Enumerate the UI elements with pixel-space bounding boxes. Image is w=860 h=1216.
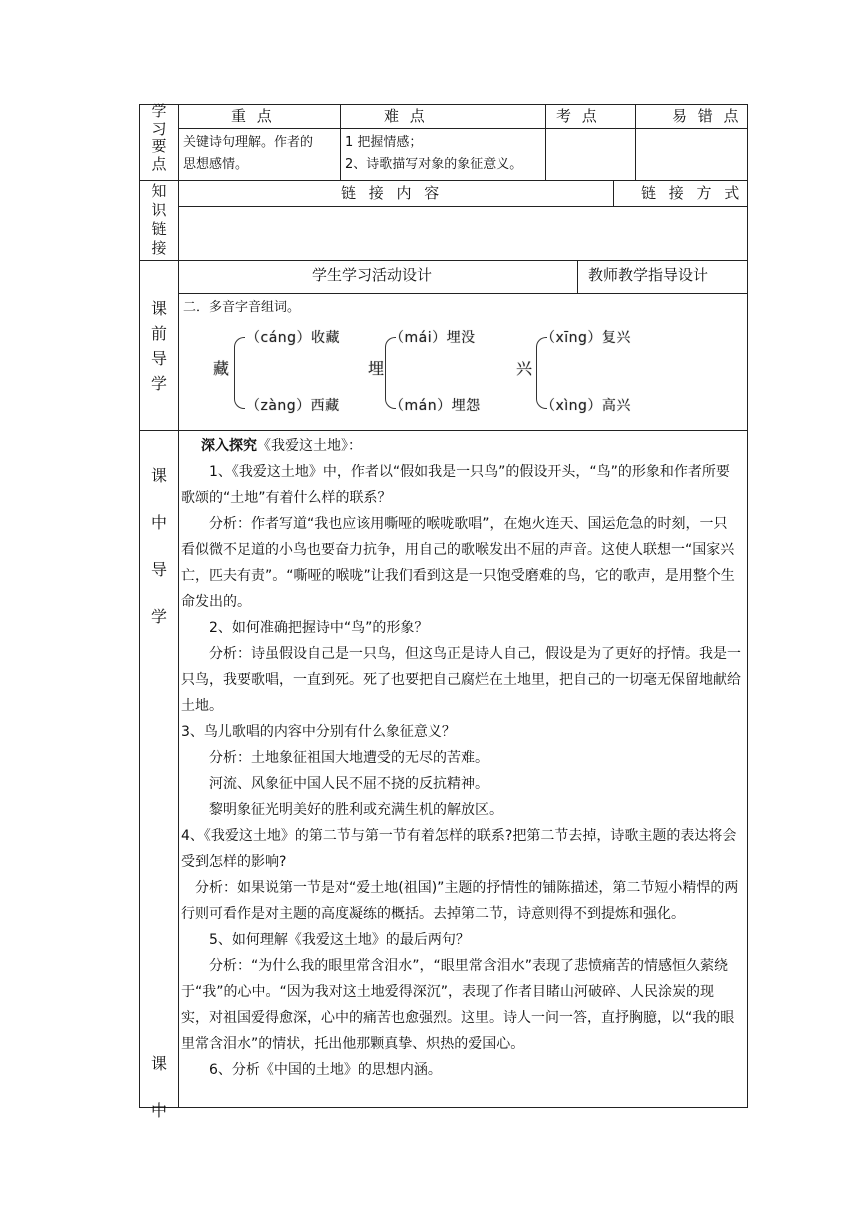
paragraph: 5、如何理解《我爱这土地》的最后两句？	[181, 932, 470, 948]
student-design-header: 学生学习活动设计	[312, 266, 433, 284]
header-difficulties: 难 点	[384, 107, 428, 125]
header-key-points: 重 点	[231, 107, 275, 125]
reading-top: （cáng）收藏	[246, 330, 341, 346]
polyphone-char: 兴	[516, 359, 533, 378]
paragraph: 2、如何准确把握诗中“鸟”的形象？	[181, 620, 429, 636]
heading-bold: 深入探究	[201, 438, 257, 454]
reading-bottom: （zàng）西藏	[246, 398, 340, 414]
polyphone-char: 埋	[368, 359, 385, 378]
paragraph: 1、《我爱这土地》中，作者以“假如我是一只鸟”的假设开头，“鸟”的形象和作者所要歌颂的“土地”有着什么样的联系？	[181, 464, 730, 506]
difficulty-line1: 1 把握情感；	[345, 135, 423, 150]
reading-top: （mái）埋没	[390, 330, 476, 346]
brace-icon	[234, 337, 245, 409]
paragraph: 3、鸟儿歌唱的内容中分别有什么象征意义？	[181, 724, 456, 740]
header-exam-points: 考 点	[556, 107, 600, 125]
teacher-design-header: 教师教学指导设计	[588, 266, 709, 284]
link-content-header: 链 接 内 容	[341, 184, 444, 202]
section-label-in-class: 课中导学	[150, 466, 167, 626]
reading-bottom: （xìng）高兴	[541, 398, 631, 414]
paragraph: 分析：“为什么我的眼里常含泪水”，“眼里常含泪水”表现了悲愤痛苦的情感恒久萦绕于“我”的心中。“因为我对这土地爱得深沉”，表现了作者目睹山河破碎、人民涂炭的现实，对祖国爱得愈深，心中的痛苦也愈强烈。这里。诗人一问一答，直抒胸臆，以“我的眼里常含泪水”的情状，托出他那颗真挚、炽热的爱国心。	[181, 958, 735, 1052]
paragraph: 6、分析《中国的土地》的思想内涵。	[181, 1062, 442, 1078]
header-error-prone: 易 错 点	[672, 107, 742, 125]
section-label-pre-class: 课前导学	[150, 299, 167, 393]
difficulty-line2: 2、诗歌描写对象的象征意义。	[345, 157, 523, 172]
paragraph: 分析：作者写道“我也应该用嘶哑的喉咙歌唱”，在炮火连天、国运危急的时刻，一只看似微不足道的小鸟也要奋力抗争，用自己的歌喉发出不屈的声音。这使人联想一“国家兴亡，匹夫有责”。“嘶哑的喉咙”让我们看到这是一只饱受磨难的鸟，它的歌声，是用整个生命发出的。	[181, 516, 735, 610]
key-points-line2: 思想感情。	[183, 157, 249, 172]
paragraph: 黎明象征光明美好的胜利或充满生机的解放区。	[181, 802, 503, 818]
section-heading	[181, 433, 741, 459]
reading-top: （xīng）复兴	[541, 330, 631, 346]
reading-bottom: （mán）埋怨	[390, 398, 481, 414]
paragraph: 4、《我爱这土地》的第二节与第一节有着怎样的联系?把第二节去掉，诗歌主题的表达将会受到怎样的影响?	[181, 828, 737, 870]
paragraph: 分析：土地象征祖国大地遭受的无尽的苦难。	[181, 750, 489, 766]
paragraph: 分析：诗虽假设自己是一只鸟，但这鸟正是诗人自己，假设是为了更好的抒情。我是一只鸟，我要歌唱，一直到死。死了也要把自己腐烂在土地里，把自己的一切毫无保留地献给土地。	[181, 646, 741, 714]
paragraph: 分析：如果说第一节是对“爱土地(祖国)”主题的抒情性的铺陈描述，第二节短小精悍的两行则可看作是对主题的高度凝练的概括。去掉第二节，诗意则得不到提炼和强化。	[181, 880, 739, 922]
section-label-in-class-continued: 课中	[150, 1054, 167, 1120]
paragraph: 河流、风象征中国人民不屈不挠的反抗精神。	[181, 776, 489, 792]
key-points-line1: 关键诗句理解。作者的	[183, 135, 314, 150]
pre-class-task: 二．多音字音组词。	[183, 300, 301, 315]
in-class-content	[181, 433, 741, 1083]
link-method-header: 链 接 方 式	[641, 184, 744, 202]
polyphone-char: 藏	[213, 359, 230, 378]
section-label-knowledge-link: 知识链接	[151, 182, 167, 257]
section-label-study-points: 学习要点	[151, 102, 167, 173]
heading-rest: 《我爱这土地》：	[257, 438, 362, 454]
